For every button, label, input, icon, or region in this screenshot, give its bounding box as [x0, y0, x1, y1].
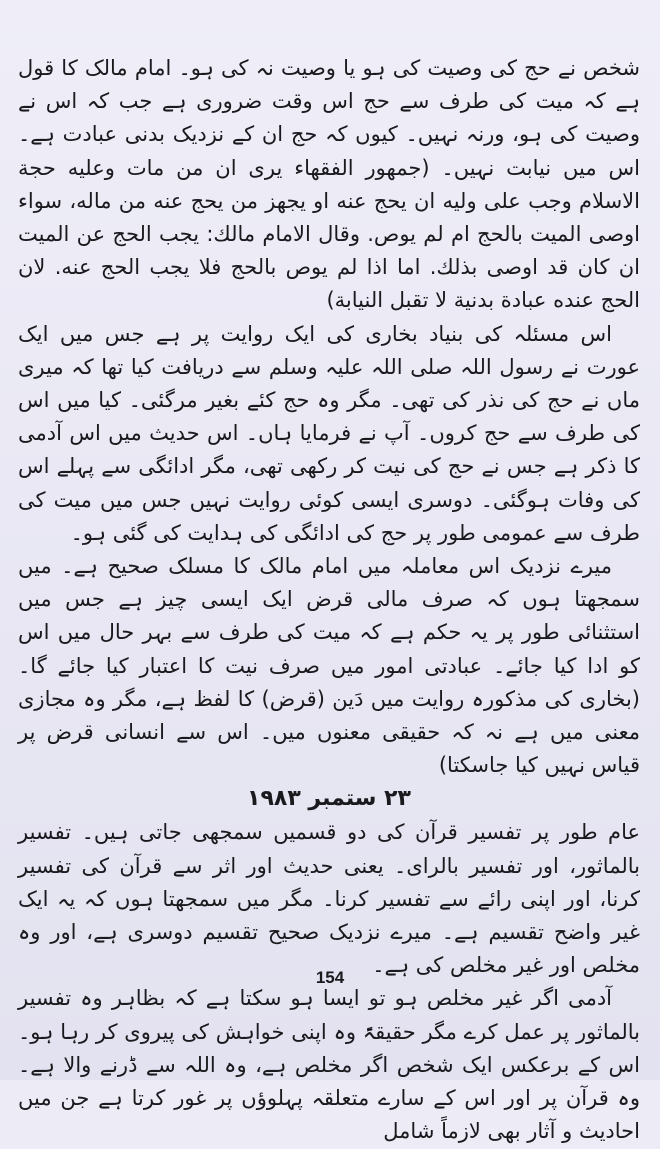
page-number: 154: [315, 968, 345, 987]
paragraph-1: شخص نے حج کی وصیت کی ہو یا وصیت نہ کی ہو۔ امام مالک کا قول ہے کہ میت کی طرف سے حج اس وقت ضروری ہے جب کہ اس نے وصیت کی ہو، ورنہ نہیں۔ کیوں کہ حج ان کے نزدیک بدنی عبادت ہے۔ اس میں نیابت نہیں۔ (جمهور الفقهاء يرى ان من مات وعليه حجة الاسلام وجب على وليه ان يحج عنه او يجهز من يحج عنه من ماله، سواء اوصى الميت بالحج ام لم يوص. وقال الامام مالك: يجب الحج عن الميت ان كان قد اوصى بذلك. اما اذا لم يوص بالحج فلا يجب الحج عنه. لان الحج عنده عبادة بدنية لا تقبل النيابة): [18, 56, 640, 313]
date-heading: ۲۳ ستمبر ۱۹۸۳: [247, 786, 411, 812]
paragraph-2: اس مسئلہ کی بنیاد بخاری کی ایک روایت پر ہے جس میں ایک عورت نے رسول اللہ صلی اللہ علیہ وسلم سے دریافت کیا تھا کہ میری ماں نے حج کی نذر کی تھی۔ مگر وہ حج کئے بغیر مرگئی۔ کیا میں اس کی طرف سے حج کروں۔ آپ نے فرمایا ہاں۔ اس حدیث میں اس آدمی کا ذکر ہے جس نے حج کی نیت کر رکھی تھی، مگر ادائگی سے پہلے اس کی وفات ہوگئی۔ دوسری ایسی کوئی روایت نہیں جس میں میت کی طرف سے عمومی طور پر حج کی ادائگی کی ہدایت کی گئی ہو۔: [18, 321, 640, 545]
paragraph-5: آدمی اگر غیر مخلص ہو تو ایسا ہو سکتا ہے کہ بظاہر وہ تفسیر بالماثور پر عمل کرے مگر حقیقۃً وہ اپنی خواہش کی پیروی کر رہا ہو۔ اس کے برعکس ایک شخص اگر مخلص ہے، وہ اللہ سے ڈرنے والا ہے۔ وہ قرآن پر اور اس کے سارے متعلقہ پہلوؤں پر غور کرتا ہے جن میں احادیث و آثار بھی لازماً شامل: [18, 986, 640, 1144]
paragraph-4: عام طور پر تفسیر قرآن کی دو قسمیں سمجھی جاتی ہیں۔ تفسیر بالماثور، اور تفسیر بالرای۔ یعنی حدیث اور اثر سے قرآن کی تفسیر کرنا، اور اپنی رائے سے تفسیر کرنا۔ مگر میں سمجھتا ہوں کہ یہ ایک غیر واضح تقسیم ہے۔ میرے نزدیک صحیح تقسیم دوسری ہے، اور وہ مخلص اور غیر مخلص کی ہے۔: [18, 820, 640, 978]
paragraph-3: میرے نزدیک اس معاملہ میں امام مالک کا مسلک صحیح ہے۔ میں سمجھتا ہوں کہ صرف مالی قرض ایک ایسی چیز ہے جس میں استثنائی طور پر یہ حکم ہے کہ میت کی طرف سے بہر حال میں اس کو ادا کیا جائے۔ عبادتی امور میں صرف نیت کا اعتبار کیا جائے گا۔ (بخاری کی مذکورہ روایت میں دَین (قرض) کا لفظ ہے، مگر وہ مجازی معنی میں ہے نہ کہ حقیقی معنوں میں۔ اس سے انسانی قرض پر قیاس نہیں کیا جاسکتا): [18, 554, 640, 778]
